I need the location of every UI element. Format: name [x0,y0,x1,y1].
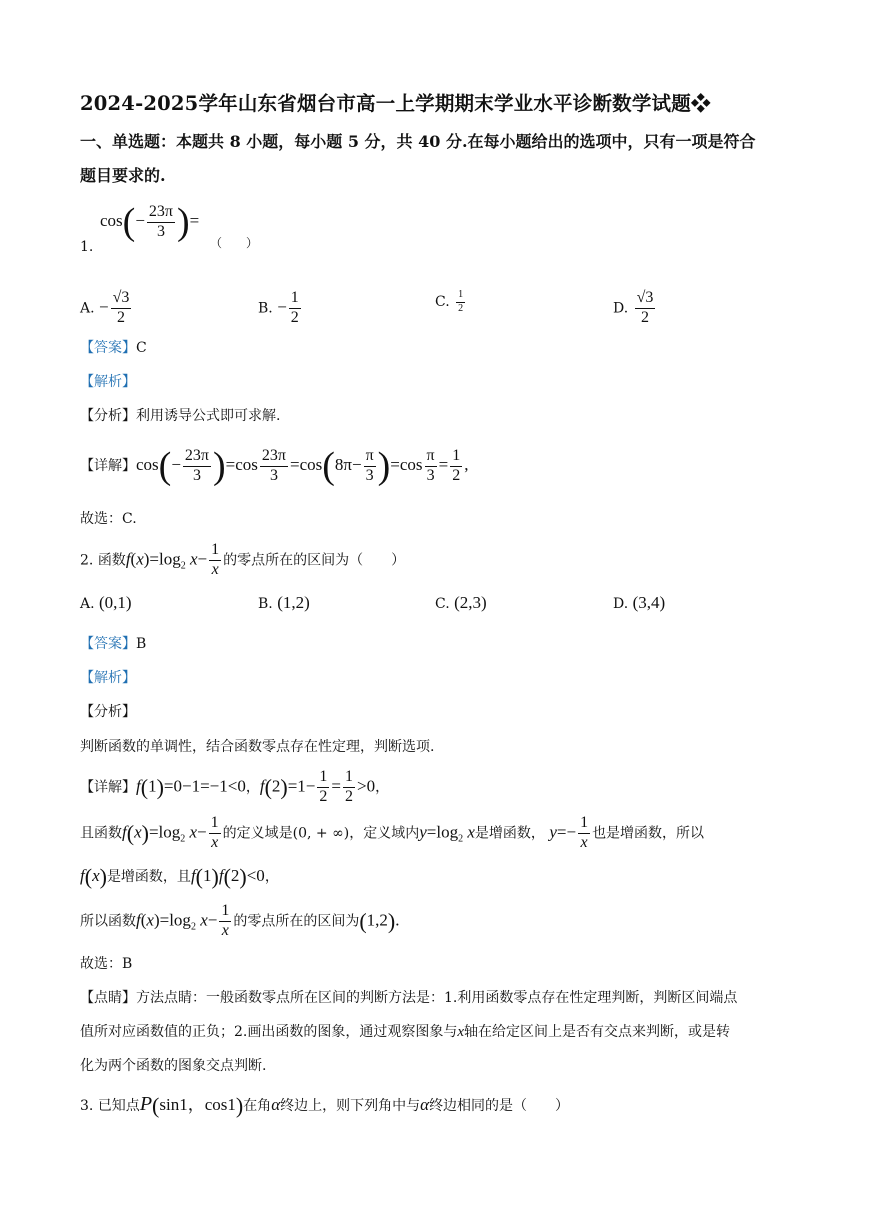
q2-option-c: C. (2,3) [435,593,487,612]
section-header-line1: 一、单选题：本题共 8 小题，每小题 5 分，共 40 分.在每小题给出的选项中，只有一项是符合 [80,132,756,151]
q2-tip-line1: 【点睛】方法点睛：一般函数零点所在区间的判断方法是：1.利用函数零点存在性定理判断，判断区间端点 [80,990,738,1006]
page-title: 2024-2025学年山东省烟台市高一上学期期末学业水平诊断数学试题❖ [80,92,711,115]
q2-option-a: A. (0,1) [80,593,132,612]
q2-detail-line1: 【详解】f(1)=0−1=−1<0，f(2)=1− $\frac{1}{2}$ = $\frac{1}{2}$ >0， [80,768,390,805]
q1-number: 1. [80,239,94,255]
q1-blank: （ ） [210,236,259,250]
q1-option-c: C. $\frac{1}{2}$ [435,289,464,314]
q3-stem: 3. 已知点P(sin1，cos1)在角α终边上，则下列角中与α终边相同的是（ ） [80,1093,570,1118]
q2-tip-line3: 化为两个函数的图象交点判断. [80,1058,267,1074]
section-header-line2: 题目要求的. [80,166,166,185]
q2-answer: 【答案】B [80,636,147,652]
q1-option-b: B. − $\frac{1}{2}$ [258,289,299,326]
q1-options [0,278,870,326]
q2-detail-line4: 所以函数$f(x)=\log_2$ x− $\frac{1}{x}$ 的零点所在的区间为(1,2). [80,902,400,939]
q2-detail-line3: f(x)是增函数，且f(1)f(2)<0， [80,864,279,889]
q2-options [0,594,870,618]
q2-detail-line2: 且函数$f(x)=\log_2$ x− $\frac{1}{x}$ 的定义域是(0, + ∞)，定义域内$y=\log_2$ x是增函数， y=− $\frac{1}{x}$ 也是增函数，所以 [80,814,705,851]
q2-analysis-tag: 【解析】 [80,670,136,686]
q2-conclusion: 故选：B [80,956,133,972]
q2-fenxi-tag: 【分析】 [80,704,136,720]
q1-option-a: A. − $\frac{√3}{2}$ [80,289,130,326]
q1-option-d: D. $\frac{√3}{2}$ [613,289,654,326]
q1-fenxi: 【分析】利用诱导公式即可求解. [80,408,281,424]
q1-conclusion: 故选：C. [80,511,137,527]
q2-option-b: B. (1,2) [258,593,310,612]
q2-fenxi: 判断函数的单调性，结合函数零点存在性定理，判断选项. [80,739,435,755]
q1-expression: cos(− $\frac{23\pi}{3}$ )= [100,201,200,243]
q2-stem: 2. 函数$f(x)=\log_2$ x− $\frac{1}{x}$ 的零点所在的区间为（ ） [80,541,406,578]
q1-answer: 【答案】C [80,340,147,356]
q2-tip-line2: 值所对应函数值的正负；2.画出函数的图象，通过观察图象与x轴在给定区间上是否有交点来判断，或是转 [80,1024,731,1040]
q2-option-d: D. (3,4) [613,593,666,612]
q1-detail: 【详解】cos(− $\frac{23\pi}{3}$ )=cos $\frac{23\pi}{3}$ =cos(8π− $\frac{\pi}{3}$ )=cos $\frac{\pi}{3}$ = $\frac{1}{2}$ , [80,445,469,487]
q1-analysis-tag: 【解析】 [80,374,136,390]
